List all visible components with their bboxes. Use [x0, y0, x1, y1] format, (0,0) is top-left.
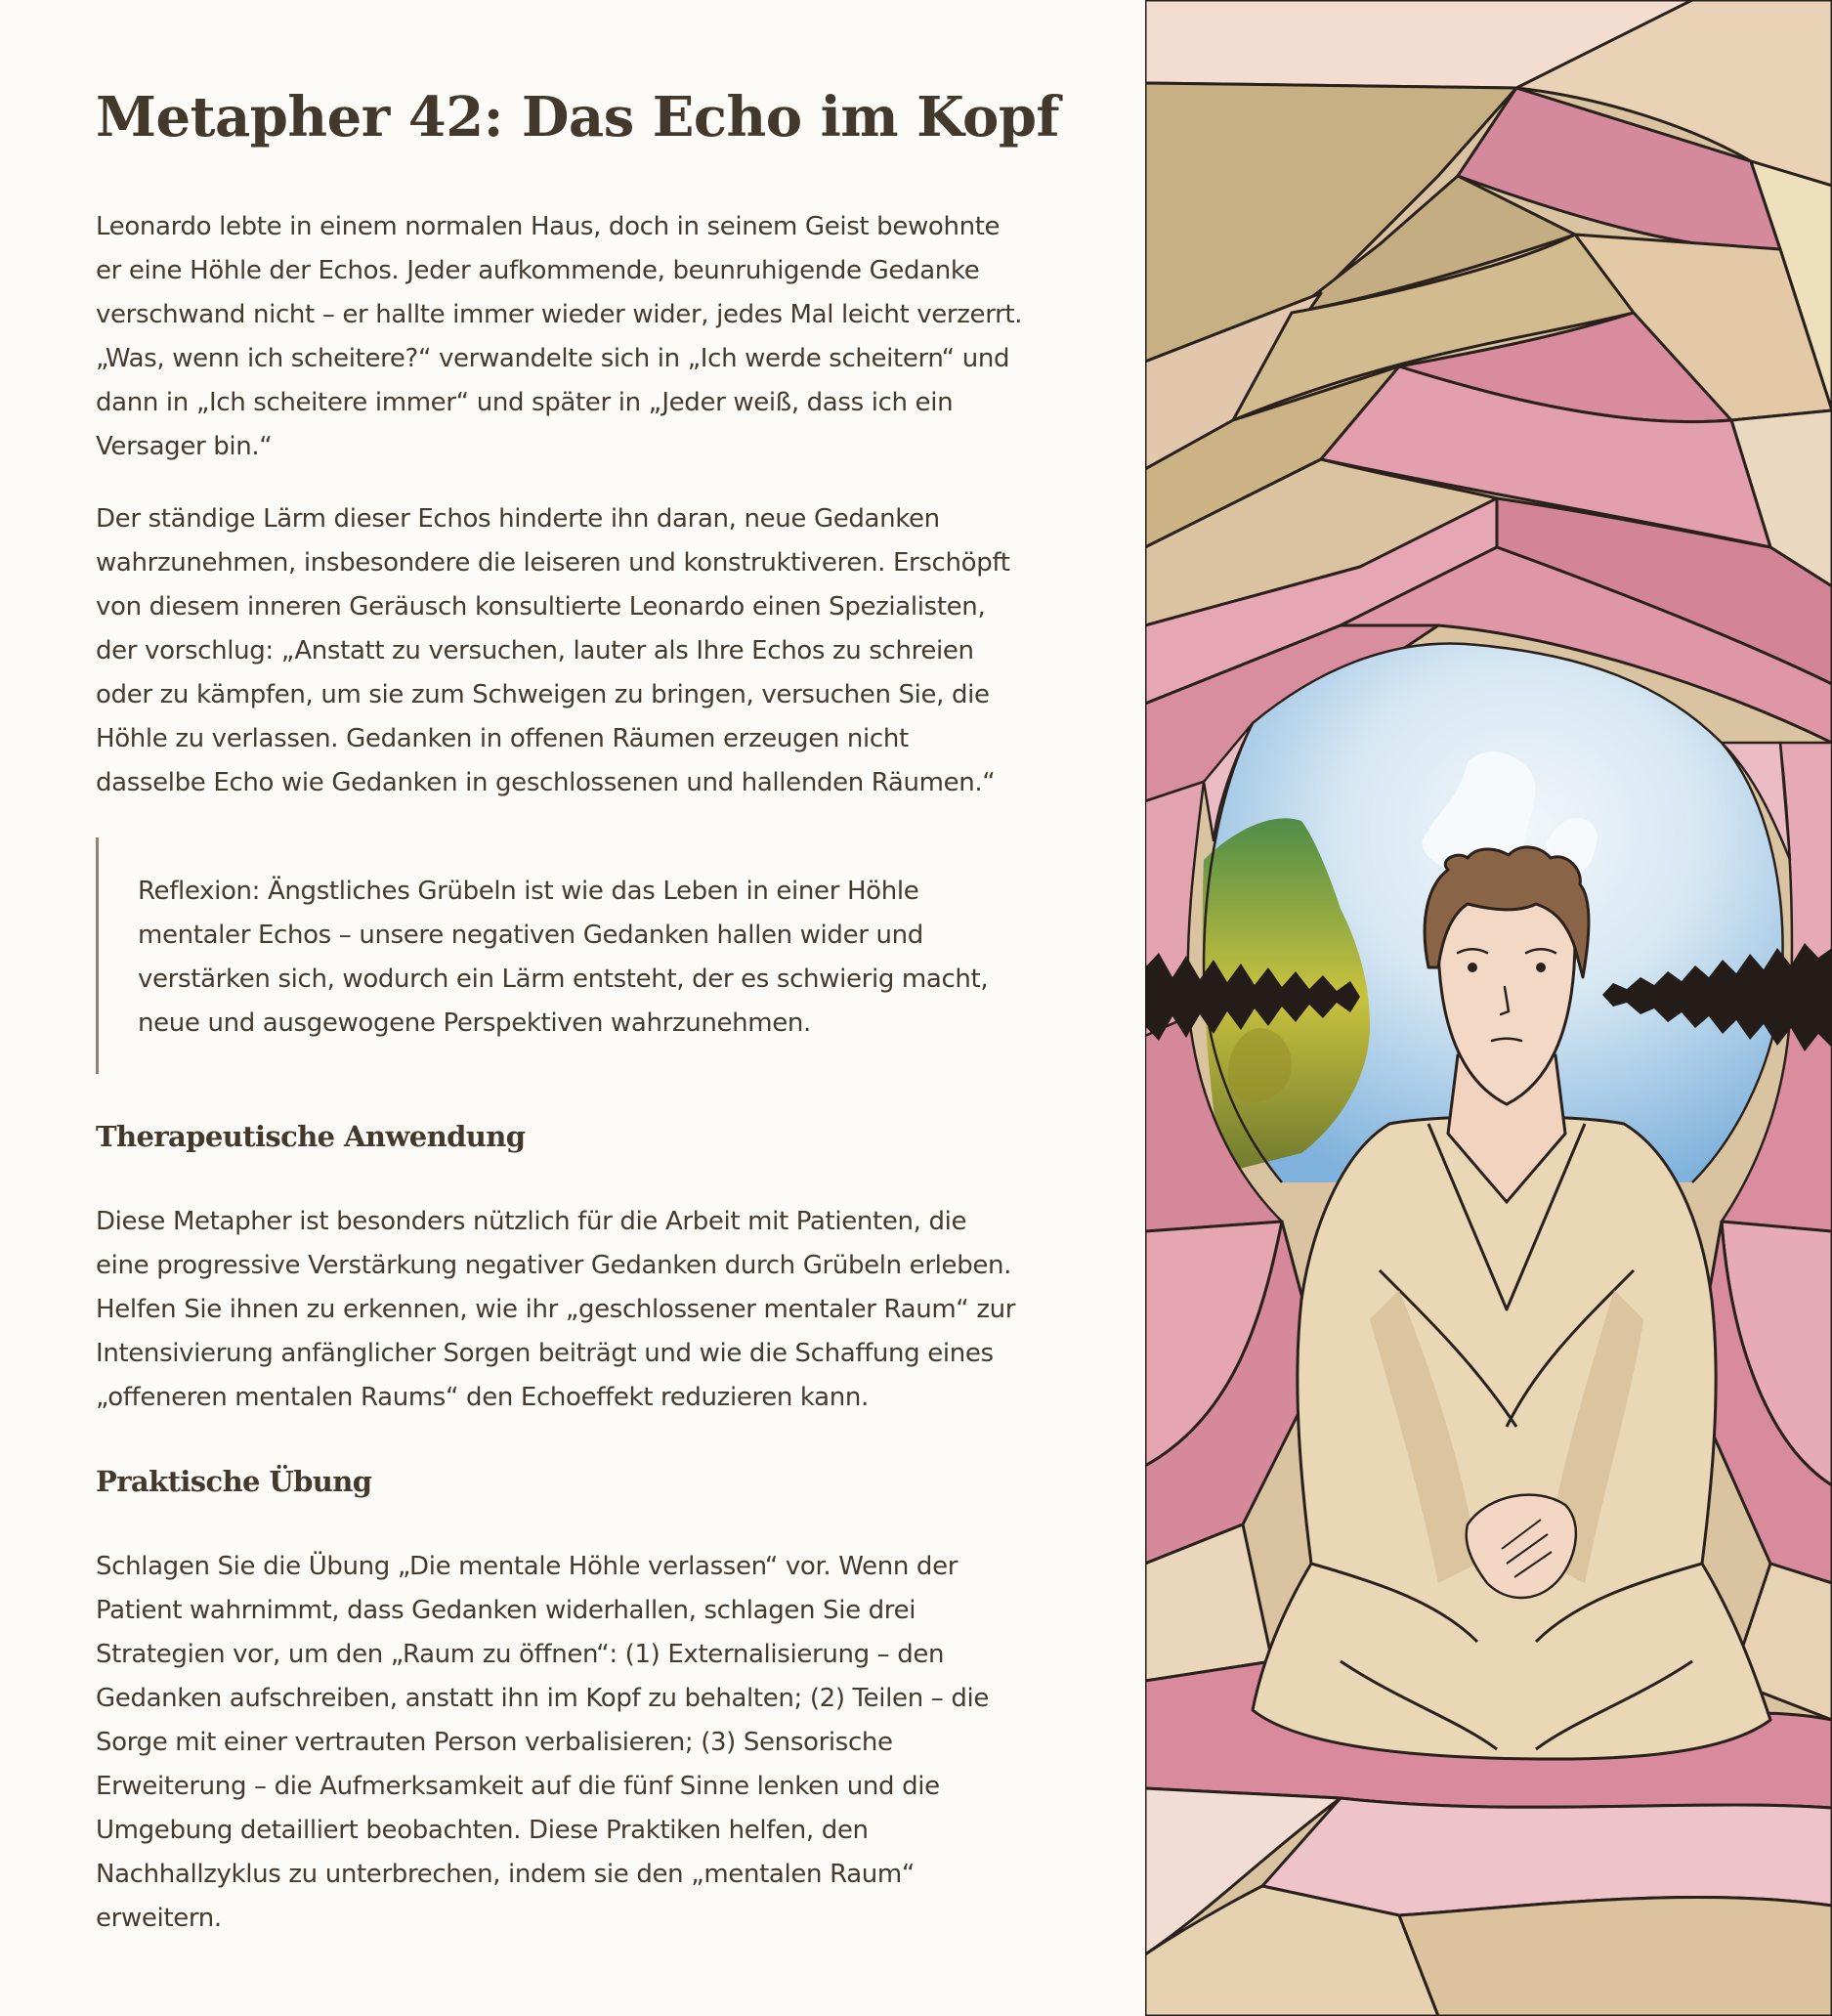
reflection-blockquote [96, 837, 1058, 1074]
heading-practical-exercise: Praktische Übung [96, 1465, 372, 1498]
text-line: eine progressive Verstärkung negativer Gedanken durch Grübeln erleben. [96, 1251, 1012, 1280]
text-line: erweitern. [96, 1904, 222, 1933]
text-line: verstärken sich, wodurch ein Lärm entsteht, der es schwierig macht, [138, 965, 989, 994]
text-line: von diesem inneren Geräusch konsultierte Leonardo einen Spezialisten, [96, 592, 986, 622]
paragraph-intro [96, 205, 1058, 469]
text-line: Strategien vor, um den „Raum zu öffnen“: (1) Externalisierung – den [96, 1640, 945, 1669]
text-line: Patient wahrnimmt, dass Gedanken widerhallen, schlagen Sie drei [96, 1596, 916, 1625]
text-line: Nachhallzyklus zu unterbrechen, indem sie den „mentalen Raum“ [96, 1860, 916, 1889]
text-line: der vorschlug: „Anstatt zu versuchen, lauter als Ihre Echos zu schreien [96, 636, 974, 665]
text-line: Gedanken aufschreiben, anstatt ihn im Kopf zu behalten; (2) Teilen – die [96, 1684, 989, 1713]
text-line: verschwand nicht – er hallte immer wieder wider, jedes Mal leicht verzerrt. [96, 300, 1023, 329]
text-line: er eine Höhle der Echos. Jeder aufkommende, beunruhigende Gedanke [96, 256, 980, 285]
text-line: neue und ausgewogene Perspektiven wahrzunehmen. [138, 1008, 811, 1038]
text-line: „Was, wenn ich scheitere?“ verwandelte sich in „Ich werde scheitern“ und [96, 344, 1010, 373]
heading-therapeutic-application: Therapeutische Anwendung [96, 1120, 526, 1153]
text-line: „offeneren mentalen Raums“ den Echoeffekt reduzieren kann. [96, 1383, 869, 1412]
text-line: Versager bin.“ [96, 432, 273, 461]
page-title: Metapher 42: Das Echo im Kopf [96, 85, 1060, 150]
paragraph-therapeutic-application [96, 1200, 1058, 1420]
text-line: Der ständige Lärm dieser Echos hinderte ihn daran, neue Gedanken [96, 504, 940, 534]
text-line: Umgebung detailliert beobachten. Diese Praktiken helfen, den [96, 1816, 869, 1845]
text-line: Helfen Sie ihnen zu erkennen, wie ihr „geschlossener mentaler Raum“ zur [96, 1295, 1016, 1324]
text-line: Sorge mit einer vertrauten Person verbalisieren; (3) Sensorische [96, 1728, 893, 1757]
cave-echo-illustration [1145, 0, 1832, 2016]
text-line: Reflexion: Ängstliches Grübeln ist wie das Leben in einer Höhle [138, 877, 919, 906]
paragraph-practical-exercise [96, 1545, 1058, 1941]
text-line: Diese Metapher ist besonders nützlich für die Arbeit mit Patienten, die [96, 1207, 967, 1236]
text-line: dasselbe Echo wie Gedanken in geschlossenen und hallenden Räumen.“ [96, 768, 996, 797]
reflection-text [138, 870, 1056, 1046]
text-line: Höhle zu verlassen. Gedanken in offenen Räumen erzeugen nicht [96, 724, 909, 753]
text-line: mentaler Echos – unsere negativen Gedanken hallen wider und [138, 921, 923, 950]
text-line: Leonardo lebte in einem normalen Haus, doch in seinem Geist bewohnte [96, 212, 1001, 241]
text-line: oder zu kämpfen, um sie zum Schweigen zu bringen, versuchen Sie, die [96, 680, 990, 709]
text-line: Intensivierung anfänglicher Sorgen beiträgt und wie die Schaffung eines [96, 1339, 994, 1368]
text-line: dann in „Ich scheitere immer“ und später in „Jeder weiß, dass ich ein [96, 388, 954, 417]
text-line: Schlagen Sie die Übung „Die mentale Höhle verlassen“ vor. Wenn der [96, 1552, 959, 1581]
text-line: wahrzunehmen, insbesondere die leiseren und konstruktiveren. Erschöpft [96, 548, 1010, 578]
text-line: Erweiterung – die Aufmerksamkeit auf die fünf Sinne lenken und die [96, 1772, 940, 1801]
paragraph-specialist [96, 497, 1058, 805]
